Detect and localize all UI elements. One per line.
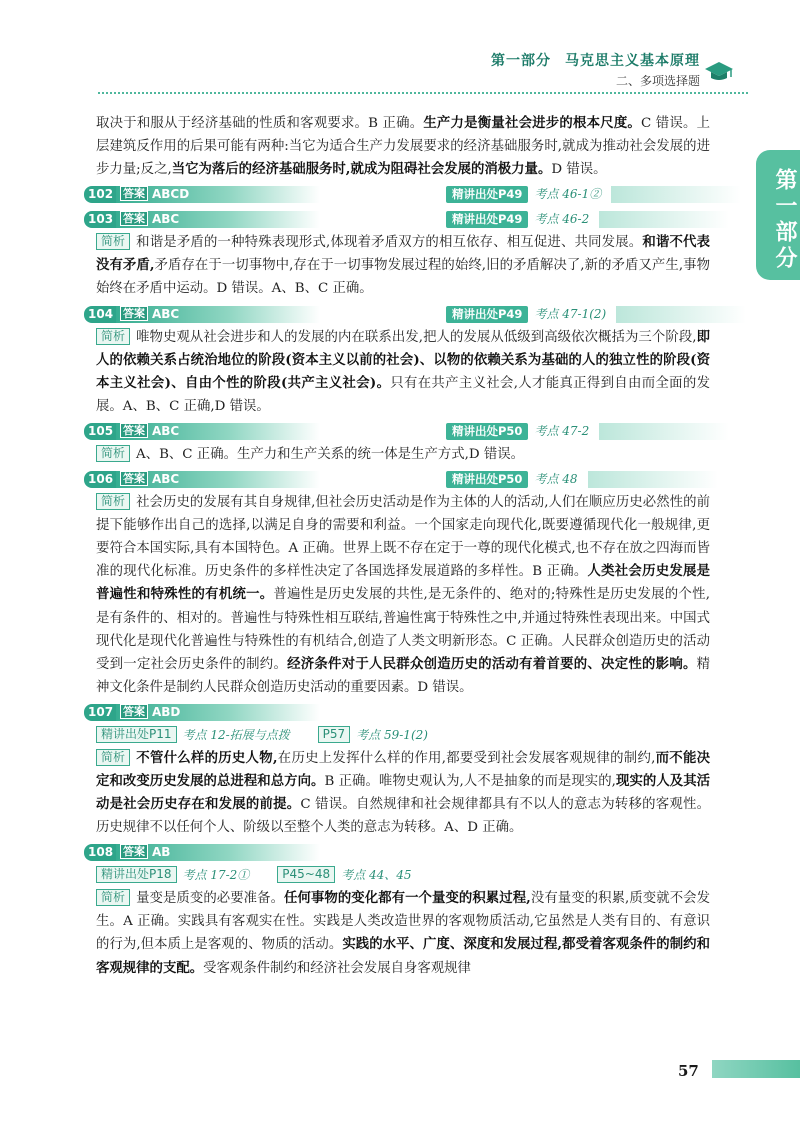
graduation-cap-icon xyxy=(704,60,734,82)
answer-label: 答案 xyxy=(120,211,148,226)
reference-row xyxy=(96,724,710,747)
question-number: 103 xyxy=(84,211,116,228)
reference-badge: 精讲出处P18 xyxy=(96,866,177,883)
answer-value: ABC xyxy=(152,423,180,438)
analysis-label: 简析 xyxy=(96,493,130,510)
reference-badge: 精讲出处P49 xyxy=(446,306,528,323)
reference xyxy=(446,211,589,228)
answer-badge xyxy=(116,186,320,203)
analysis-paragraph xyxy=(96,443,710,466)
bold-text: 生产力是衡量社会进步的根本尺度。 xyxy=(423,115,642,131)
text-run: A、B、C 正确。生产力和生产关系的统一体是生产方式,D 错误。 xyxy=(136,446,525,462)
answer-label: 答案 xyxy=(120,471,148,486)
reference-fade xyxy=(599,423,729,440)
answer-row xyxy=(88,841,710,864)
text-run: 量变是质变的必要准备。 xyxy=(136,891,285,907)
bold-text: 不管什么样的历史人物, xyxy=(136,749,278,766)
kaodian-text: 考点 12-拓展与点拨 xyxy=(182,727,290,742)
text-run: 在历史上发挥什么样的作用,都要受到社会发展客观规律的制约, xyxy=(277,750,656,766)
reference-badge: 精讲出处P49 xyxy=(446,211,528,228)
question-number: 102 xyxy=(84,186,116,203)
answer-badge xyxy=(116,423,320,440)
analysis-label: 简析 xyxy=(96,889,130,906)
analysis-label: 简析 xyxy=(96,233,130,250)
answer-row xyxy=(88,420,710,443)
question-number: 107 xyxy=(84,704,116,721)
analysis-label: 简析 xyxy=(96,328,130,345)
text-run: 精神文化条件是制约人民群众创造历史活动的重要因素。D 错误。 xyxy=(96,656,711,695)
analysis-paragraph xyxy=(96,326,710,418)
text-run: 唯物史观从社会进步和人的发展的内在联系出发,把人的发展从低级到高级依次概括为三个阶段, xyxy=(136,329,697,345)
kaodian-text: 考点 17-2① xyxy=(182,868,250,883)
bold-text: 当它为落后的经济基础服务时,就成为阻碍社会发展的消极力量。 xyxy=(171,161,552,178)
answer-row xyxy=(88,468,710,491)
question-list xyxy=(88,183,711,979)
header-divider xyxy=(98,92,748,94)
answer-badge xyxy=(116,471,320,488)
answer-row xyxy=(88,208,710,231)
reference-fade xyxy=(611,186,741,203)
text-run: D 错误。 xyxy=(551,162,607,178)
reference-badge: 精讲出处P49 xyxy=(446,186,528,203)
text-run: 没有量变的积累,质变就不会发生。A 正确。实践具有客观实在性。实践是人类改造世界的客观物质活动,它虽然是人类有目的、有意识的行为,但本质上是客观的、物质的活动。 xyxy=(96,891,711,953)
text-run: 和谐是矛盾的一种特殊表现形式,体现着矛盾双方的相互依存、相互促进、共同发展。 xyxy=(136,235,643,251)
answer-value: ABCD xyxy=(152,187,190,202)
header-title: 第一部分 马克思主义基本原理 xyxy=(491,53,700,69)
answer-row xyxy=(88,303,710,326)
kaodian-text: 考点 47-2 xyxy=(534,423,590,438)
text-run: 受客观条件制约和经济社会发展自身客观规律 xyxy=(203,960,471,976)
answer-label: 答案 xyxy=(120,306,148,321)
kaodian-text: 考点 46-1② xyxy=(534,187,602,202)
intro-paragraph xyxy=(96,112,710,181)
answer-value: ABD xyxy=(152,704,181,719)
question-number: 108 xyxy=(84,844,116,861)
bold-text: 即人的依赖关系占统治地位的阶段(资本主义以前的社会)、以物的依赖关系为基础的人的独立性的阶段(资本主义社会)、自由个性的阶段(共产主义社会)。 xyxy=(96,328,711,391)
answer-value: ABC xyxy=(152,472,180,487)
reference xyxy=(446,306,606,323)
page-header xyxy=(0,0,800,100)
answer-label: 答案 xyxy=(120,704,148,719)
reference-fade xyxy=(616,306,746,323)
kaodian-text: 考点 47-1(2) xyxy=(534,306,607,321)
question-number: 105 xyxy=(84,423,116,440)
question-number: 104 xyxy=(84,306,116,323)
answer-badge xyxy=(116,704,320,721)
analysis-label: 简析 xyxy=(96,445,130,462)
reference xyxy=(446,423,589,440)
answer-label: 答案 xyxy=(120,844,148,859)
reference-badge: P45~48 xyxy=(277,866,335,883)
answer-badge xyxy=(116,211,320,228)
text-run: C 错误。自然规律和社会规律都具有不以人的意志为转移的客观性。历史规律不以任何个人、阶级以至整个人类的意志为转移。A、D 正确。 xyxy=(96,797,710,836)
kaodian-text: 考点 44、45 xyxy=(341,868,412,883)
answer-value: ABC xyxy=(152,212,180,227)
reference xyxy=(446,471,578,488)
analysis-paragraph xyxy=(96,231,710,300)
text-run: B 正确。唯物史观认为,人不是抽象的而是现实的, xyxy=(324,773,616,789)
side-tab: 第一部分 xyxy=(756,150,800,280)
text-run: 只有在共产主义社会,人才能真正得到自由而全面的发展。A、B、C 正确,D 错误。 xyxy=(96,375,710,414)
text-run: 社会历史的发展有其自身规律,但社会历史活动是作为主体的人的活动,人们在顺应历史必然性的前提下能够作出自己的选择,以满足自身的需要和利益。一个国家走向现代化,既要遵循现代化一般规律,更要符合本国实际,具有本国特色。A 正确。世界上既不存在定于一尊的现代化模式,也不存在放之四海而皆准的现代化标准。历史条件的多样性决定了各国选择发展道路的多样性。B 正确。 xyxy=(96,495,710,580)
bold-text: 而不能决定和改变历史发展的总进程和总方向。 xyxy=(96,749,710,789)
analysis-label: 简析 xyxy=(96,749,130,766)
answer-row xyxy=(88,183,710,206)
bold-text: 经济条件对于人民群众创造历史的活动有着首要的、决定性的影响。 xyxy=(287,655,697,672)
answer-badge xyxy=(116,306,320,323)
reference-badge: P57 xyxy=(318,726,351,743)
text-run: 矛盾存在于一切事物中,存在于一切事物发展过程的始终,旧的矛盾解决了,新的矛盾又产生,事物始终在矛盾中运动。D 错误。A、B、C 正确。 xyxy=(96,258,710,297)
answer-value: ABC xyxy=(152,306,180,321)
answer-row xyxy=(88,701,710,724)
analysis-paragraph xyxy=(96,747,710,839)
bold-text: 人类社会历史发展是普遍性和特殊性的有机统一。 xyxy=(96,563,710,603)
analysis-paragraph xyxy=(96,491,710,699)
answer-label: 答案 xyxy=(120,423,148,438)
footer-band xyxy=(712,1060,800,1078)
bold-text: 和谐不代表没有矛盾, xyxy=(96,234,710,274)
reference-badge: 精讲出处P50 xyxy=(446,423,528,440)
answer-badge xyxy=(116,844,320,861)
bold-text: 现实的人及其活动是社会历史存在和发展的前提。 xyxy=(96,772,711,813)
kaodian-text: 考点 59-1(2) xyxy=(356,727,428,742)
answer-label: 答案 xyxy=(120,186,148,201)
page-number: 57 xyxy=(678,1062,699,1080)
reference-fade xyxy=(599,211,729,228)
reference-badge: 精讲出处P11 xyxy=(96,726,177,743)
kaodian-text: 考点 48 xyxy=(534,472,578,487)
text-run: 普遍性是历史发展的共性,是无条件的、绝对的;特殊性是历史发展的个性,是有条件的、相对的。普遍性与特殊性相互联结,普遍性寓于特殊性之中,并通过特殊性表现出来。中国式现代化是现代化普遍性与特殊性的有机结合,创造了人类文明新形态。C 正确。人民群众创造历史的活动受到一定社会历史条件的制约。 xyxy=(96,587,711,672)
answer-value: AB xyxy=(152,845,171,860)
bold-text: 实践的水平、广度、深度和发展过程,都受着客观条件的制约和客观规律的支配。 xyxy=(96,936,710,976)
reference xyxy=(446,186,601,203)
bold-text: 任何事物的变化都有一个量变的积累过程, xyxy=(284,890,531,907)
analysis-paragraph xyxy=(96,887,710,979)
reference-row xyxy=(96,864,710,887)
page-content xyxy=(88,112,711,980)
reference-badge: 精讲出处P50 xyxy=(446,471,528,488)
question-number: 106 xyxy=(84,471,116,488)
header-section: 二、多项选择题 xyxy=(615,74,700,88)
reference-fade xyxy=(588,471,718,488)
text-run: C 错误。上层建筑反作用的后果可能有两种:当它为适合生产力发展要求的经济基础服务时,就成为推动社会发展的进步力量;反之, xyxy=(96,116,710,178)
text-run: 取决于和服从于经济基础的性质和客观要求。B 正确。 xyxy=(96,116,424,131)
kaodian-text: 考点 46-2 xyxy=(534,212,590,227)
